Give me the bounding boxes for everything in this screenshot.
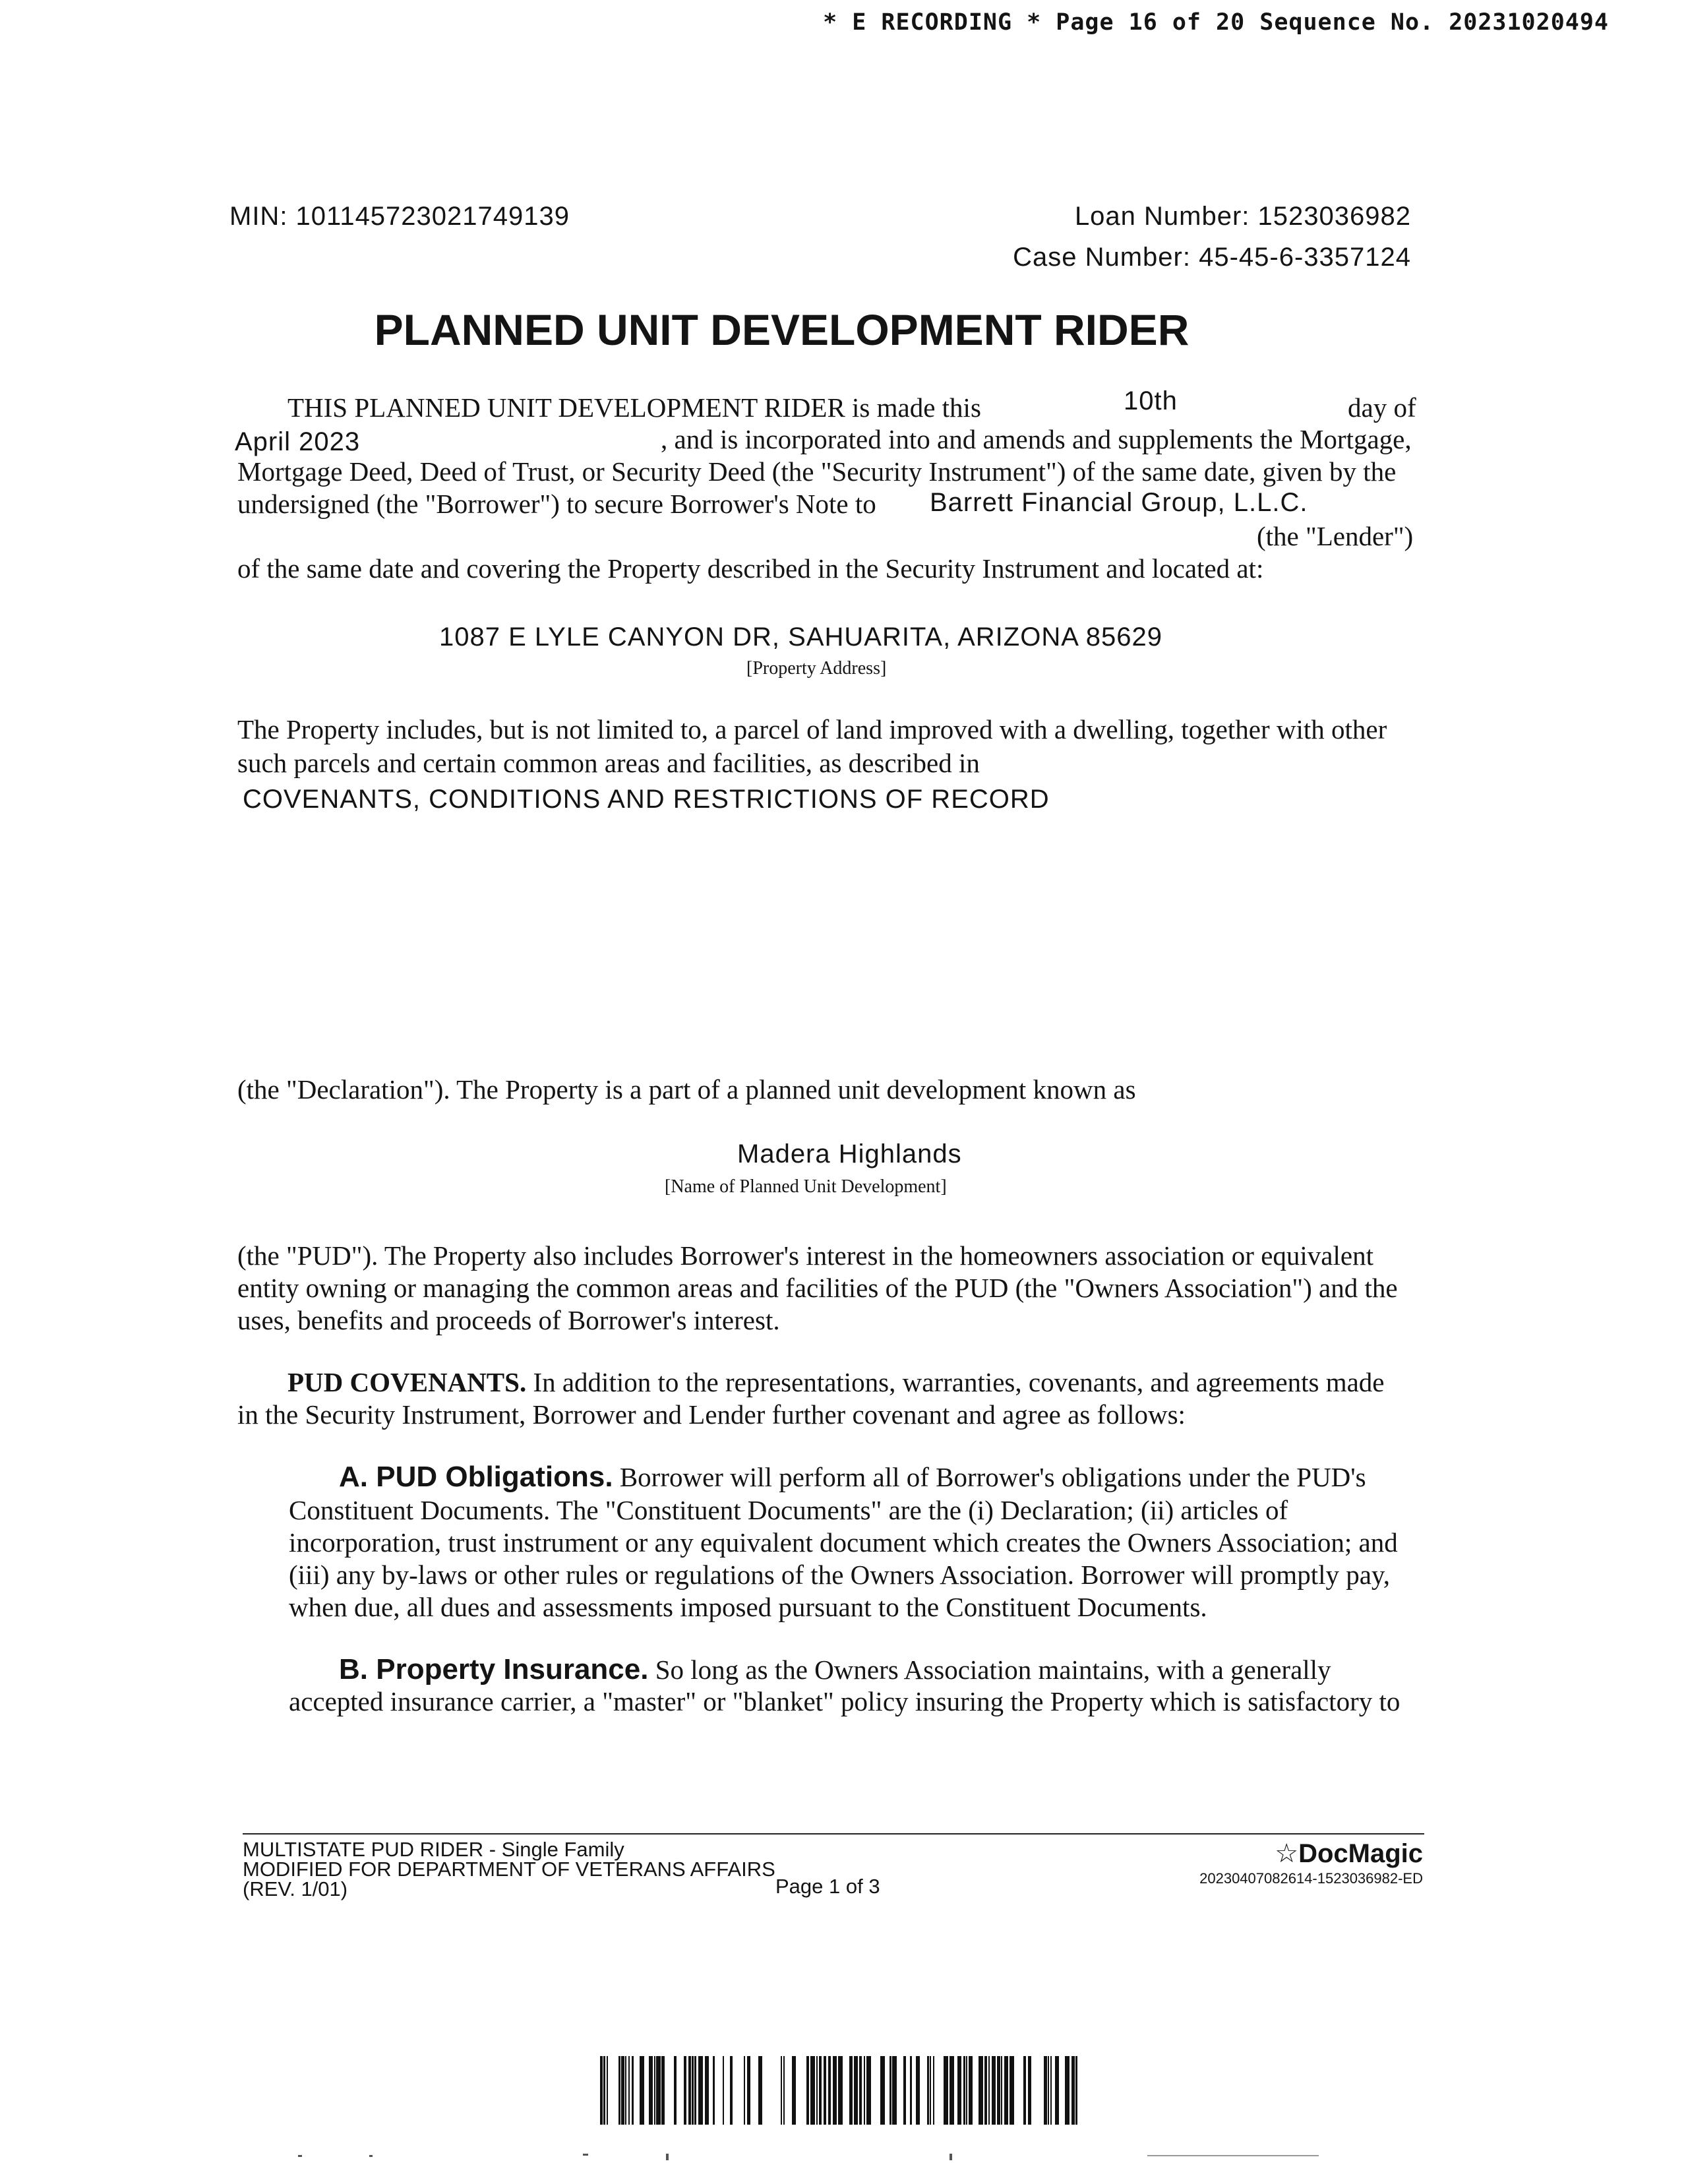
barcode-bar [957,2056,961,2125]
barcode-bar [792,2056,796,2125]
barcode-bar [1044,2056,1047,2125]
recording-header: * E RECORDING * Page 16 of 20 Sequence No. 20231020494 [823,9,1609,36]
barcode-bar [963,2056,965,2125]
barcode-bar [1050,2056,1052,2125]
covenants-line-2: in the Security Instrument, Borrower and Lender further covenant and agree as follows: [237,1399,1186,1430]
barcode-bar [713,2056,715,2125]
barcode-bar [903,2056,906,2125]
section-a-line-1 [339,1461,1366,1494]
intro-line-3: Mortgage Deed, Deed of Trust, or Security Deed (the "Security Instrument") of the same date, given by the [237,456,1397,487]
barcode-bar [783,2056,785,2125]
barcode-bar [810,2056,815,2125]
barcode-bar [816,2056,818,2125]
barcode-bar [864,2056,865,2125]
includes-line-1: The Property includes, but is not limited to, a parcel of land improved with a dwelling, together with other [237,714,1387,744]
section-a-line-2: Constituent Documents. The "Constituent Documents" are the (i) Declaration; (ii) articles of [289,1495,1288,1525]
property-address-caption: [Property Address] [746,658,887,679]
intro-line-1: THIS PLANNED UNIT DEVELOPMENT RIDER is made this [287,392,981,423]
footer-form-line-2: MODIFIED FOR DEPARTMENT OF VETERANS AFFAIRS [243,1858,775,1881]
barcode-bar [705,2056,709,2125]
barcode-bar [992,2056,996,2125]
barcode-bar [1001,2056,1002,2125]
intro-month-year: April 2023 [235,427,361,456]
barcode-bar [640,2056,644,2125]
covenants-heading: PUD COVENANTS. [287,1367,527,1397]
footer-page-number: Page 1 of 3 [775,1875,880,1898]
barcode-bar [698,2056,703,2125]
barcode-bar [806,2056,809,2125]
barcode-bar [607,2056,608,2125]
loan-number: Loan Number: 1523036982 [1074,202,1411,231]
section-b-line-1-text: So long as the Owners Association maintains, with a generally [655,1654,1331,1685]
barcode-bar [628,2056,630,2125]
barcode-bar [1004,2056,1008,2125]
barcode-bar [1065,2056,1070,2125]
barcode-bar [930,2056,931,2125]
barcode-bar [833,2056,837,2125]
barcode-bar [1028,2056,1031,2125]
barcode-bar [944,2056,948,2125]
declaration-document: COVENANTS, CONDITIONS AND RESTRICTIONS OF RECORD [243,785,1050,814]
barcode-bar [838,2056,843,2125]
barcode-bar [828,2056,831,2125]
barcode-bar [880,2056,885,2125]
document-title: PLANNED UNIT DEVELOPMENT RIDER [374,305,1190,354]
barcode-bar [910,2056,912,2125]
section-a-line-1-text: Borrower will perform all of Borrower's obligations under the PUD's [619,1462,1366,1492]
intro-day-of: day of [1348,392,1416,423]
pud-paragraph-line-2: entity owning or managing the common areas and facilities of the PUD (the "Owners Association") and the [237,1273,1398,1303]
scan-speck [583,2154,588,2156]
barcode-bar [849,2056,853,2125]
intro-day: 10th [1124,386,1178,415]
lender-label: (the "Lender") [1257,521,1414,551]
scan-speck [950,2154,952,2160]
scan-speck [298,2155,302,2157]
barcode-bar [747,2056,750,2125]
section-a-line-3: incorporation, trust instrument or any equivalent document which creates the Owners Association; and [289,1527,1398,1558]
intro-line-2: , and is incorporated into and amends and supplements the Mortgage, [661,424,1412,454]
barcode-bar [1071,2056,1075,2125]
case-number: Case Number: 45-45-6-3357124 [1013,243,1411,272]
barcode-bar [758,2056,762,2125]
section-b-line-1 [339,1653,1331,1686]
barcode-bar [889,2056,891,2125]
barcode [600,2056,1080,2125]
barcode-bar [916,2056,920,2125]
barcode-bar [621,2056,624,2125]
docmagic-logo [1275,1838,1423,1869]
barcode-bar [966,2056,967,2125]
barcode-bar [859,2056,862,2125]
section-b-heading: B. Property Insurance. [339,1653,649,1685]
barcode-bar [600,2056,603,2125]
barcode-bar [684,2056,686,2125]
barcode-bar [1075,2056,1077,2125]
barcode-bar [969,2056,973,2125]
barcode-bar [781,2056,782,2125]
section-a-line-4: (iii) any by-laws or other rules or regulations of the Owners Association. Borrower will promptly pay, [289,1560,1391,1590]
scan-speck [369,2155,373,2157]
barcode-bar [661,2056,665,2125]
intro-line-4: undersigned (the "Borrower") to secure Borrower's Note to [237,489,876,519]
barcode-bar [927,2056,929,2125]
barcode-bar [979,2056,983,2125]
section-a-line-5: when due, all dues and assessments imposed pursuant to the Constituent Documents. [289,1592,1207,1622]
barcode-bar [1048,2056,1049,2125]
barcode-bar [854,2056,858,2125]
docmagic-doc-id: 20230407082614-1523036982-ED [1199,1870,1423,1887]
barcode-bar [933,2056,934,2125]
barcode-bar [723,2056,724,2125]
barcode-bar [892,2056,897,2125]
barcode-bar [950,2056,954,2125]
barcode-bar [656,2056,661,2125]
barcode-bar [688,2056,691,2125]
scan-speck [1147,2155,1319,2156]
intro-line-6: of the same date and covering the Property described in the Security Instrument and located at: [237,553,1264,584]
scan-speck [666,2154,669,2160]
barcode-bar [819,2056,822,2125]
barcode-bar [866,2056,871,2125]
pud-paragraph-line-1: (the "PUD"). The Property also includes Borrower's interest in the homeowners association or equivalent [237,1240,1373,1271]
property-address: 1087 E LYLE CANYON DR, SAHUARITA, ARIZONA 85629 [439,622,1163,652]
lender-name: Barrett Financial Group, L.L.C. [930,488,1308,517]
barcode-bar [730,2056,733,2125]
declaration-line: (the "Declaration"). The Property is a part of a planned unit development known as [237,1074,1136,1105]
barcode-bars [600,2056,1077,2125]
barcode-bar [988,2056,990,2125]
footer-form-line-3: (REV. 1/01) [243,1877,348,1900]
barcode-bar [654,2056,655,2125]
barcode-bar [1010,2056,1014,2125]
barcode-bar [625,2056,626,2125]
section-b-line-2: accepted insurance carrier, a "master" or "blanket" policy insuring the Property which is satisfactory to [289,1686,1401,1716]
barcode-bar [824,2056,826,2125]
barcode-bar [603,2056,605,2125]
pud-name-caption: [Name of Planned Unit Development] [665,1176,947,1197]
includes-line-2: such parcels and certain common areas and facilities, as described in [237,748,980,778]
barcode-bar [1023,2056,1026,2125]
min-number: MIN: 101145723021749139 [229,202,570,231]
section-a-heading: A. PUD Obligations. [339,1461,613,1493]
barcode-bar [694,2056,696,2125]
barcode-bar [744,2056,745,2125]
barcode-bar [1055,2056,1059,2125]
covenants-line-1-text: In addition to the representations, warranties, covenants, and agreements made [533,1367,1385,1397]
barcode-bar [692,2056,694,2125]
barcode-bar [618,2056,620,2125]
pud-name: Madera Highlands [737,1139,962,1168]
barcode-bar [997,2056,1000,2125]
star-icon: ☆ [1275,1839,1299,1868]
docmagic-brand: DocMagic [1298,1839,1423,1868]
footer-form-line-1: MULTISTATE PUD RIDER - Single Family [243,1838,624,1861]
pud-paragraph-line-3: uses, benefits and proceeds of Borrower's interest. [237,1305,780,1335]
covenants-line-1 [287,1366,1385,1399]
barcode-bar [649,2056,653,2125]
barcode-bar [632,2056,634,2125]
footer-rule [243,1833,1424,1835]
barcode-bar [674,2056,677,2125]
barcode-bar [984,2056,987,2125]
